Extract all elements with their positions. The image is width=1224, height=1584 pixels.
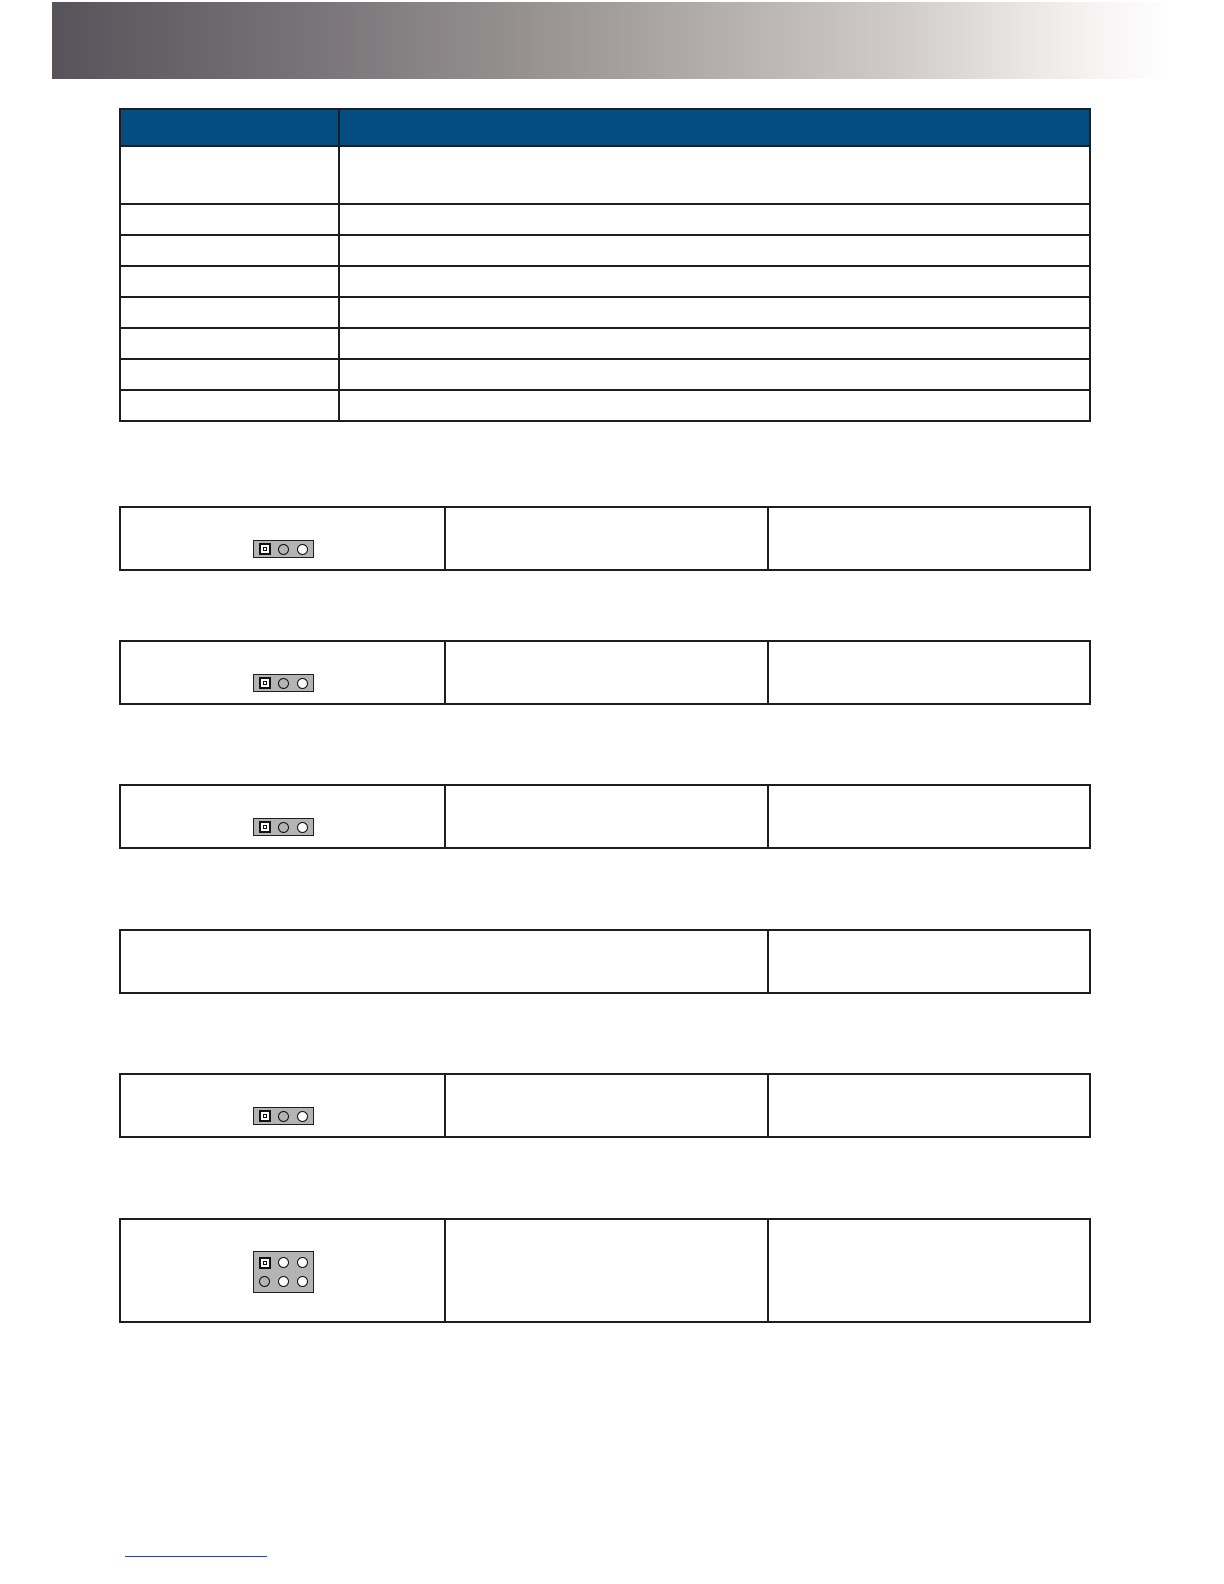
pin-icon [297,822,308,833]
table-row [120,297,1090,328]
jumper-1x3-icon [253,540,314,558]
jumper-setting-box [119,784,1091,849]
setting-cell [444,508,767,569]
setting-cell [767,1075,1089,1136]
pin-icon [278,544,289,555]
table-cell [339,359,1090,390]
table-cell [120,146,339,204]
jumper-1x3-icon [253,818,314,836]
pin-icon [297,1111,308,1122]
pin-1-square-icon [259,543,271,555]
jumper-setting-box [119,640,1091,705]
jumper-diagram-cell [121,508,444,569]
setting-cell [444,1220,767,1321]
setting-cell [444,642,767,703]
table-cell [339,390,1090,421]
table-cell [120,390,339,421]
pin-1-square-icon [259,677,271,689]
pin-1-square-icon [259,1257,271,1269]
table-header-row [120,109,1090,146]
jumper-1x3-icon [253,674,314,692]
jumper-1x3-icon [253,1107,314,1125]
table-cell [339,328,1090,359]
pin-icon [297,544,308,555]
pin-1-square-icon [259,1110,271,1122]
jumper-diagram-cell [121,1220,444,1321]
settings-table [119,108,1091,422]
pin-icon [278,822,289,833]
jumper-diagram-cell [121,1075,444,1136]
table-cell [120,235,339,266]
pin-icon [259,1276,270,1287]
pin-icon [297,1276,308,1287]
pin-icon [297,1257,308,1268]
table-cell [339,204,1090,235]
table-cell [339,146,1090,204]
setting-cell [767,786,1089,847]
setting-cell [444,1075,767,1136]
table-cell [339,266,1090,297]
table-row [120,328,1090,359]
setting-cell [767,642,1089,703]
table-cell [120,297,339,328]
table-row [120,146,1090,204]
jumper-setting-box [119,506,1091,571]
jumper-diagram-cell [121,786,444,847]
pin-icon [278,1257,289,1268]
table-cell [120,204,339,235]
table-row [120,235,1090,266]
pin-icon [278,1276,289,1287]
pin-icon [278,678,289,689]
footer-link-underline[interactable] [125,1556,267,1557]
table-row [120,390,1090,421]
setting-cell [767,931,1089,992]
setting-cell [767,508,1089,569]
table-row [120,359,1090,390]
header-band [52,2,1172,79]
pin-1-square-icon [259,821,271,833]
setting-cell [444,786,767,847]
table-cell [339,297,1090,328]
table-cell [120,359,339,390]
jumper-2x3-icon [253,1251,314,1293]
setting-cell [767,1220,1089,1321]
jumper-setting-box [119,1073,1091,1138]
setting-box [119,929,1091,994]
pin-icon [278,1111,289,1122]
jumper-diagram-cell [121,642,444,703]
table-header-cell [120,109,339,146]
table-cell [339,235,1090,266]
setting-cell [121,931,767,992]
pin-icon [297,678,308,689]
table-cell [120,266,339,297]
table-row [120,266,1090,297]
table-header-cell [339,109,1090,146]
jumper-setting-box [119,1218,1091,1323]
table-row [120,204,1090,235]
table-cell [120,328,339,359]
